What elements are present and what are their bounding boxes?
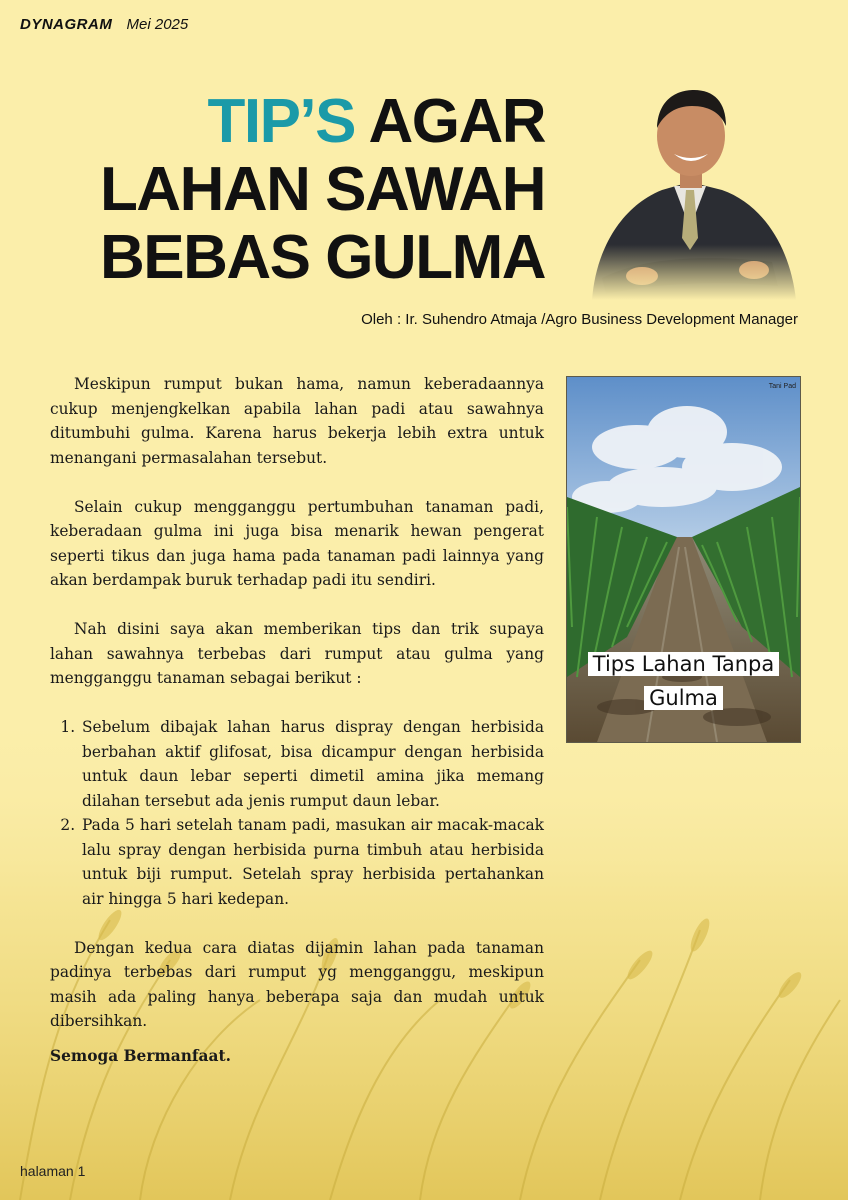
author-portrait	[582, 78, 800, 300]
tip-item-2: 2. Pada 5 hari setelah tanam padi, masukan air macak-macak lalu spray dengan herbisida purna timbuh atau herbisida untuk biji rumput. Setelah spray herbisida pertahankan air hingga 5 hari kedepan.	[80, 813, 544, 911]
photo-caption	[567, 647, 800, 715]
closing-note: Semoga Bermanfaat.	[50, 1047, 231, 1065]
page-number: halaman 1	[20, 1163, 86, 1179]
paragraph-conclusion: Dengan kedua cara diatas dijamin lahan pada tanaman padinya terbebas dari rumput yg mengganggu, meskipun masih ada paling hanya beberapa saja dan mudah untuk dibersihkan.	[50, 938, 544, 1030]
headline	[40, 88, 545, 292]
photo-caption-line1: Tips Lahan Tanpa	[588, 652, 779, 676]
article-photo	[566, 376, 801, 743]
headline-accent: TIP’S	[207, 87, 356, 156]
tips-list	[50, 715, 544, 911]
masthead	[20, 16, 188, 33]
paragraph-impact: Selain cukup mengganggu pertumbuhan tanaman padi, keberadaan gulma ini juga bisa menarik hewan pengerat seperti tikus dan juga hama pada tanaman padi lainnya yang akan berdampak buruk terhadap padi itu sendiri.	[50, 497, 544, 589]
headline-line2: LAHAN SAWAH	[99, 155, 545, 224]
paragraph-tips-intro: Nah disini saya akan memberikan tips dan trik supaya lahan sawahnya terbebas dari rumput atau gulma yang mengganggu tanaman sebagai berikut :	[50, 620, 544, 687]
headline-line3: BEBAS GULMA	[99, 223, 545, 292]
photo-caption-line2: Gulma	[644, 686, 723, 710]
issue-date: Mei 2025	[126, 16, 189, 33]
author-byline: Oleh : Ir. Suhendro Atmaja /Agro Business Development Manager	[361, 311, 798, 328]
photo-corner-tag: Tani Pad	[768, 383, 796, 390]
article-body	[50, 372, 544, 1093]
headline-line1-rest: AGAR	[355, 87, 545, 156]
brand-name: DYNAGRAM	[20, 16, 113, 33]
tip-item-1: 1. Sebelum dibajak lahan harus dispray dengan herbisida berbahan aktif glifosat, bisa dicampur dengan herbisida untuk daun lebar seperti dimetil amina jika memang dilahan tersebut ada jenis rumput daun lebar.	[80, 715, 544, 813]
paragraph-intro: Meskipun rumput bukan hama, namun keberadaannya cukup menjengkelkan apabila lahan padi atau sawahnya ditumbuhi gulma. Karena harus bekerja lebih extra untuk menangani permasalahan tersebut.	[50, 375, 544, 467]
